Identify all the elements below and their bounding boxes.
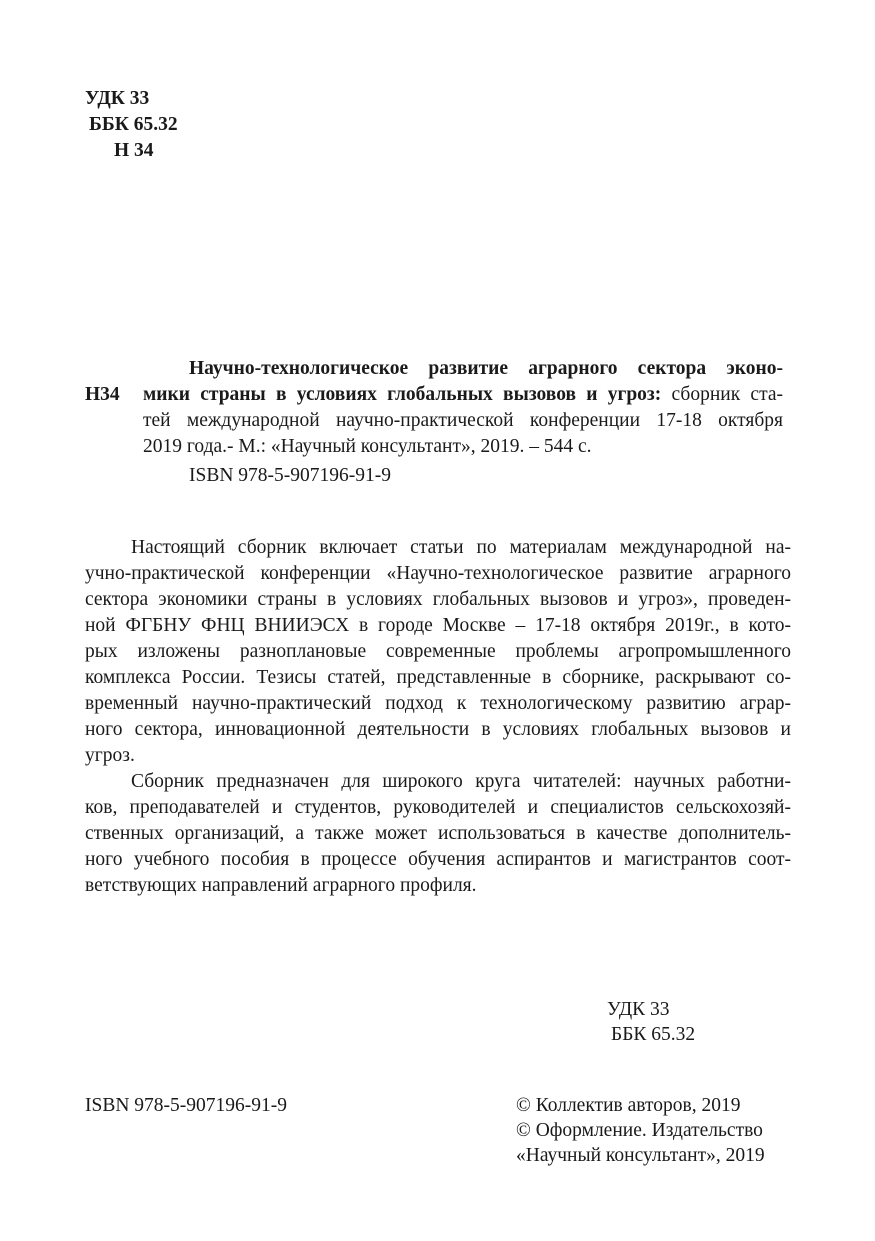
annotation-line: Сборник предназначен для широкого круга читателей: научных работни- (131, 771, 791, 792)
annotation-line: ного учебного пособия в процессе обучения аспирантов и магистрантов соот- (85, 849, 791, 870)
copyright-authors: © Коллектив авторов, 2019 (516, 1095, 741, 1116)
author-sign-header: Н 34 (114, 140, 154, 161)
annotation-line: комплекса России. Тезисы статей, представленные в сборнике, раскрывают со- (85, 667, 791, 688)
annotation-line: ной ФГБНУ ФНЦ ВНИИЭСХ в городе Москве – 17-18 октября 2019г., в кото- (85, 615, 791, 636)
bibliographic-record (143, 356, 783, 460)
record-line: 2019 года.- М.: «Научный консультант», 2019. – 544 с. (143, 436, 592, 457)
udk-code-header: УДК 33 (85, 88, 150, 109)
copyright-design: © Оформление. Издательство (516, 1120, 763, 1141)
bbk-code-footer: ББК 65.32 (611, 1024, 696, 1045)
record-line: Научно-технологическое развитие аграрного сектора эконо- (189, 358, 783, 379)
record-line: мики страны в условиях глобальных вызовов и угроз: сборник ста- (143, 384, 783, 405)
record-line: тей международной научно-практической конференции 17-18 октября (143, 410, 783, 431)
isbn-footer: ISBN 978-5-907196-91-9 (85, 1095, 288, 1116)
annotation-line: ветствующих направлений аграрного профиля. (85, 875, 477, 896)
isbn-record: ISBN 978-5-907196-91-9 (189, 465, 392, 486)
annotation-line: ного сектора, инновационной деятельности в условиях глобальных вызовов и (85, 719, 791, 740)
udk-code-footer: УДК 33 (607, 999, 670, 1020)
annotation-line: Настоящий сборник включает статьи по материалам международной на- (131, 537, 791, 558)
bbk-code-header: ББК 65.32 (89, 114, 178, 135)
annotation-line: учно-практической конференции «Научно-технологическое развитие аграрного (85, 563, 791, 584)
annotation-line: угроз. (85, 745, 135, 766)
author-sign-record: Н34 (85, 384, 120, 405)
annotation-line: сектора экономики страны в условиях глобальных вызовов и угроз», проведен- (85, 589, 791, 610)
copyright-publisher: «Научный консультант», 2019 (516, 1145, 765, 1166)
annotation-line: ков, преподавателей и студентов, руководителей и специалистов сельскохозяй- (85, 797, 791, 818)
annotation-line: ственных организаций, а также может использоваться в качестве дополнитель- (85, 823, 791, 844)
annotation (85, 535, 791, 899)
annotation-line: рых изложены разноплановые современные проблемы агропромышленного (85, 641, 791, 662)
annotation-line: временный научно-практический подход к технологическому развитию аграр- (85, 693, 791, 714)
